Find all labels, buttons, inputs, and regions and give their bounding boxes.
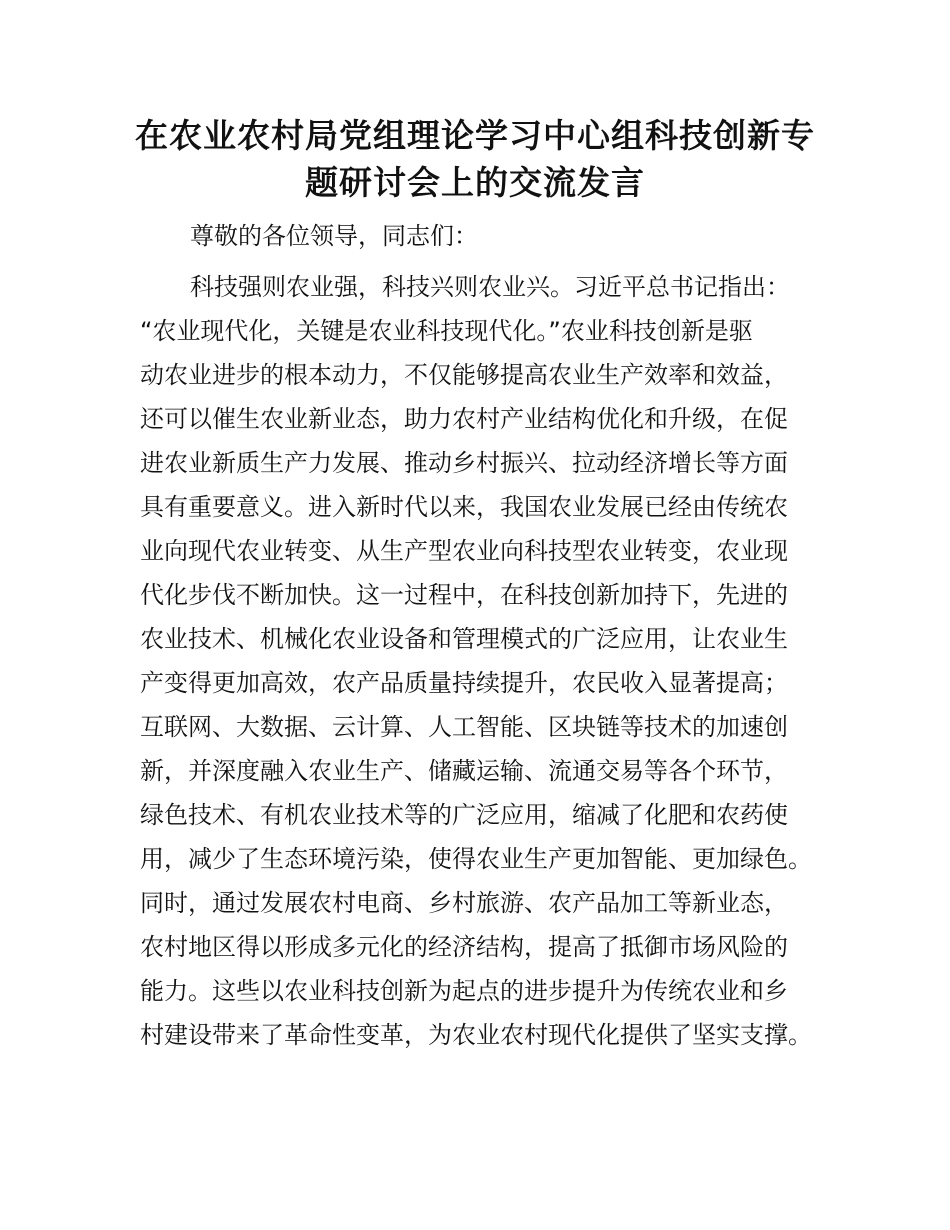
paragraph-line: 产变得更加高效，农产品质量持续提升，农民收入显著提高； (140, 669, 788, 697)
title-line-2: 题研讨会上的交流发言 (305, 163, 645, 202)
paragraph-line: 农业技术、机械化农业设备和管理模式的广泛应用，让农业生 (140, 625, 788, 653)
paragraph-line: 动农业进步的根本动力，不仅能够提高农业生产效率和效益， (140, 361, 788, 389)
paragraph-line: 农村地区得以形成多元化的经济结构，提高了抵御市场风险的 (140, 933, 788, 961)
paragraph-line: 互联网、大数据、云计算、人工智能、区块链等技术的加速创 (140, 713, 788, 741)
paragraph-line: 绿色技术、有机农业技术等的广泛应用，缩减了化肥和农药使 (140, 801, 788, 829)
paragraph-line: 村建设带来了革命性变革，为农业农村现代化提供了坚实支撑。 (140, 1021, 812, 1049)
paragraph-line: “农业现代化，关键是农业科技现代化。”农业科技创新是驱 (140, 317, 753, 345)
paragraph-line: 进农业新质生产力发展、推动乡村振兴、拉动经济增长等方面 (140, 449, 788, 477)
paragraph-line: 同时，通过发展农村电商、乡村旅游、农产品加工等新业态， (140, 889, 788, 917)
paragraph-line: 科技强则农业强，科技兴则农业兴。习近平总书记指出： (190, 273, 790, 301)
paragraph-line: 用，减少了生态环境污染，使得农业生产更加智能、更加绿色。 (140, 845, 812, 873)
paragraph-line: 具有重要意义。进入新时代以来，我国农业发展已经由传统农 (140, 493, 788, 521)
paragraph-line: 新，并深度融入农业生产、储藏运输、流通交易等各个环节， (140, 757, 788, 785)
paragraph-line: 还可以催生农业新业态，助力农村产业结构优化和升级，在促 (140, 405, 788, 433)
paragraph-line: 代化步伐不断加快。这一过程中，在科技创新加持下，先进的 (140, 581, 788, 609)
title-line-1: 在农业农村局党组理论学习中心组科技创新专 (135, 116, 815, 155)
paragraph-line: 业向现代农业转变、从生产型农业向科技型农业转变，农业现 (140, 537, 788, 565)
paragraph-line: 能力。这些以农业科技创新为起点的进步提升为传统农业和乡 (140, 977, 788, 1005)
salutation: 尊敬的各位领导，同志们： (190, 222, 478, 250)
